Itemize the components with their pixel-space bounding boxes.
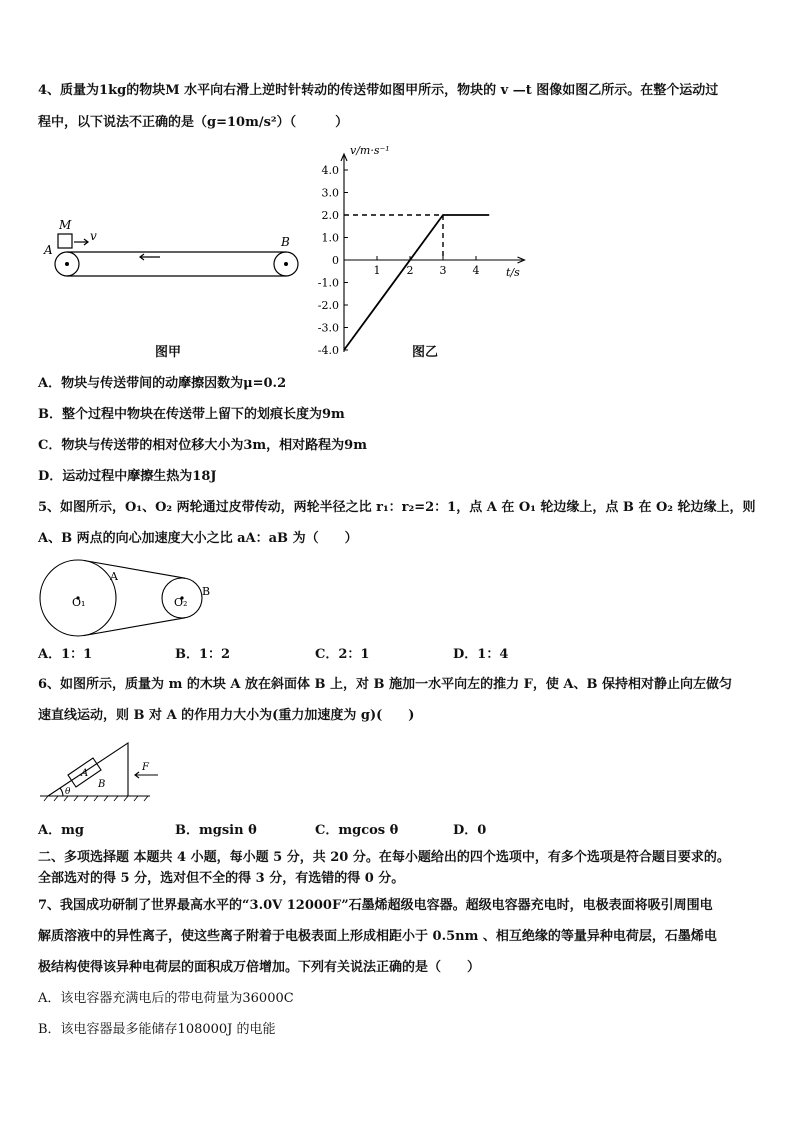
x-tick-label: 4 xyxy=(472,264,480,277)
label-block-a: A xyxy=(81,768,89,779)
label-b: B xyxy=(281,235,290,249)
q4-option-d[interactable]: D．运动过程中摩擦生热为18J xyxy=(38,469,217,484)
y-tick-label: -3.0 xyxy=(317,321,339,335)
y-tick-label: 0 xyxy=(332,254,339,267)
q5-option-a[interactable]: A．1：1 xyxy=(38,647,93,662)
y-tick-label: -4.0 xyxy=(317,344,339,357)
label-block-b: B xyxy=(98,779,106,790)
label-o1: O₁ xyxy=(72,596,86,609)
q5-stem-line1: 5、如图所示，O₁、O₂ 两轮通过皮带传动，两轮半径之比 r₁：r₂=2：1，点 A 在 O₁ 轮边缘上，点 B 在 O₂ 轮边缘上，则 xyxy=(38,500,756,515)
pulley-figure xyxy=(36,558,226,638)
q7-stem-line2: 解质溶液中的异性离子，使这些离子附着于电极表面上形成相距小于 0.5nm 、相互绝缘的等量异种电荷层，石墨烯电 xyxy=(38,929,717,944)
x-tick-label: 2 xyxy=(406,264,414,277)
x-axis-label: t/s xyxy=(506,266,520,279)
y-tick-label: 1.0 xyxy=(321,231,339,245)
fig-b-caption: 图乙 xyxy=(412,345,439,360)
x-tick-label: 3 xyxy=(439,264,447,277)
y-tick-label: 3.0 xyxy=(321,186,339,200)
q4-stem-line1: 4、质量为1kg的物块M 水平向右滑上逆时针转动的传送带如图甲所示，物块的 v —t 图像如图乙所示。在整个运动过 xyxy=(38,83,719,98)
q5-option-b[interactable]: B．1：2 xyxy=(175,647,231,662)
q5-option-d[interactable]: D．1：4 xyxy=(453,647,509,662)
incline-figure xyxy=(38,738,162,802)
section2-instructions-line2: 全部选对的得 5 分，选对但不全的得 3 分，有选错的得 0 分。 xyxy=(38,871,405,886)
y-tick-label: 4.0 xyxy=(321,164,339,177)
q4-option-a[interactable]: A．物块与传送带间的动摩擦因数为μ=0.2 xyxy=(38,376,287,391)
q5-option-c[interactable]: C．2：1 xyxy=(315,647,370,662)
q6-stem-line2: 速直线运动，则 B 对 A 的作用力大小为(重力加速度为 g)( ) xyxy=(38,708,415,723)
label-o2: O₂ xyxy=(174,596,188,609)
q6-option-b[interactable]: B．mgsin θ xyxy=(175,823,257,838)
q6-stem-line1: 6、如图所示，质量为 m 的木块 A 放在斜面体 B 上，对 B 施加一水平向左的推力 F，使 A、B 保持相对静止向左做匀 xyxy=(38,677,732,692)
q4-option-b[interactable]: B．整个过程中物块在传送带上留下的划痕长度为9m xyxy=(38,407,345,422)
label-theta: θ xyxy=(65,787,71,797)
y-tick-label: -1.0 xyxy=(317,276,339,290)
vt-graph xyxy=(300,140,530,362)
q7-stem-line3: 极结构使得该异种电荷层的面积成万倍增加。下列有关说法正确的是（ ） xyxy=(38,960,481,975)
label-v: v xyxy=(90,229,97,243)
y-tick-label: 2.0 xyxy=(321,209,339,222)
q4-stem-line2: 程中，以下说法不正确的是（g=10m/s²）（ ） xyxy=(38,115,349,130)
section2-instructions-line1: 二、多项选择题 本题共 4 小题，每小题 5 分，共 20 分。在每小题给出的四个选项中，有多个选项是符合题目要求的。 xyxy=(38,850,730,865)
q6-option-d[interactable]: D．0 xyxy=(453,823,487,838)
q4-option-c[interactable]: C．物块与传送带的相对位移大小为3m，相对路程为9m xyxy=(38,438,367,453)
velocity-line xyxy=(344,215,489,350)
fig-a-caption: 图甲 xyxy=(155,345,182,360)
block-m xyxy=(58,234,72,248)
x-tick-label: 1 xyxy=(373,264,381,277)
q5-stem-line2: A、B 两点的向心加速度大小之比 aA：aB 为（ ） xyxy=(38,531,358,546)
label-force-f: F xyxy=(142,762,149,773)
y-tick-label: -2.0 xyxy=(317,299,339,312)
q7-option-b[interactable]: B．该电容器最多能储存108000J 的电能 xyxy=(38,1022,276,1037)
y-axis-label: v/m·s⁻¹ xyxy=(350,144,390,157)
q6-option-a[interactable]: A．mg xyxy=(38,823,84,838)
label-m: M xyxy=(59,220,72,232)
label-point-b: B xyxy=(202,585,211,598)
conveyor-belt-figure xyxy=(40,220,310,290)
q6-option-c[interactable]: C．mgcos θ xyxy=(315,823,399,838)
q7-option-a[interactable]: A．该电容器充满电后的带电荷量为36000C xyxy=(38,991,294,1006)
label-point-a: A xyxy=(110,570,118,583)
q7-stem-line1: 7、我国成功研制了世界最高水平的“3.0V 12000F”石墨烯超级电容器。超级电容器充电时，电极表面将吸引周围电 xyxy=(38,898,713,913)
label-a: A xyxy=(44,243,53,257)
